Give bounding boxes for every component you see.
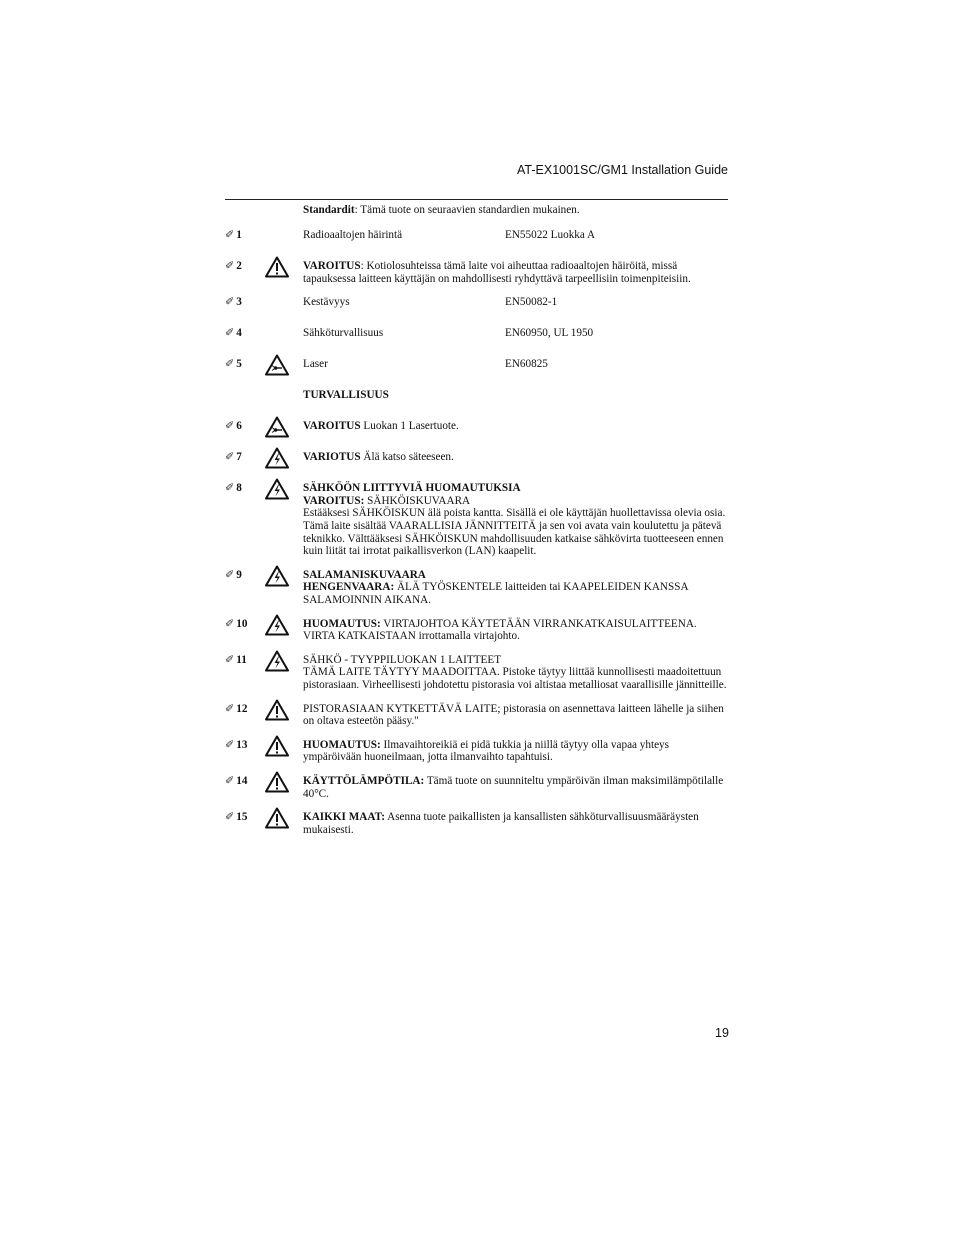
item-emphasis: VAROITUS: — [303, 494, 365, 507]
item-number — [225, 327, 265, 340]
item-number — [225, 618, 265, 631]
standards-text: : Tämä tuote on seuraavien standardien mukainen. — [354, 204, 580, 216]
item-text: Ilmavaihtoreikiä ei pidä tukkia ja niillä täytyy olla vapaa yhteys ympäröivään huoneilmaan, jotta ilmanvaihto tapahtuisi. — [303, 738, 669, 764]
pencil-marker-icon: ✐ — [225, 327, 234, 340]
item-number — [225, 654, 265, 667]
item-number-value: 7 — [236, 451, 242, 464]
item-label: Laser — [303, 358, 328, 371]
numbered-item — [225, 811, 730, 836]
item-text: Estääksesi SÄHKÖISKUN älä poista kantta. Sisällä ei ole käyttäjän huollettavissa olevia osia. Tämä laite sisältää VAARALLISIA JÄNNITTEITÄ ja sen voi avata vain koulutettu ja pätevä teknikko. Välttääksesi SÄHKÖISKUN mahdollisuuden katkaise sähkövirta tuotteeseen ennen kuin liität tai irrotat paikallisverkon (LAN) kaapelit. — [303, 507, 726, 558]
item-value: EN60950, UL 1950 — [505, 327, 594, 340]
item-emphasis: VAROITUS — [303, 260, 361, 273]
item-emphasis: KAIKKI MAAT: — [303, 811, 385, 824]
laser-icon — [265, 358, 303, 378]
item-body — [303, 327, 730, 340]
page-number: 19 — [715, 1026, 729, 1040]
item-line — [303, 666, 730, 691]
item-number-value: 15 — [236, 811, 248, 824]
item-body — [303, 260, 730, 285]
item-text: VIRTAJOHTOA KÄYTETÄÄN VIRRANKATKAISULAITTEENA. VIRTA KATKAISTAAN irrottamalla virtajohto. — [303, 617, 697, 643]
item-line — [303, 482, 730, 495]
item-text: ÄLÄ TYÖSKENTELE laitteiden tai KAAPELEIDEN KANSSA SALAMOINNIN AIKANA. — [303, 581, 688, 607]
item-number — [225, 775, 265, 788]
laser-icon — [265, 420, 303, 440]
item-number-value: 6 — [236, 420, 242, 433]
warning-icon — [265, 260, 303, 280]
numbered-item — [225, 296, 730, 316]
item-number — [225, 260, 265, 273]
section-title: TURVALLISUUS — [303, 389, 389, 402]
item-emphasis: HENGENVAARA: — [303, 581, 395, 594]
item-number-value: 14 — [236, 774, 248, 787]
item-text: Tämä tuote on suunniteltu ympäröivän ilman maksimilämpötilalle 40°C. — [303, 774, 724, 800]
item-label: Sähköturvallisuus — [303, 327, 384, 340]
warning-icon — [265, 739, 303, 759]
running-header: AT-EX1001SC/GM1 Installation Guide — [517, 163, 728, 177]
item-body — [303, 654, 730, 692]
icon-spacer — [265, 296, 303, 316]
item-value: EN50082-1 — [505, 296, 558, 309]
numbered-item — [225, 775, 730, 800]
item-number-value: 5 — [236, 358, 242, 371]
pencil-marker-icon: ✐ — [225, 653, 234, 666]
item-emphasis: VARIOTUS — [303, 451, 361, 464]
item-emphasis: SÄHKÖÖN LIITTYVIÄ HUOMAUTUKSIA — [303, 482, 521, 495]
item-body — [303, 482, 730, 558]
numbered-item — [225, 569, 730, 607]
item-line — [303, 507, 730, 557]
item-body — [303, 569, 730, 607]
pencil-marker-icon: ✐ — [225, 568, 234, 581]
icon-spacer — [265, 229, 303, 249]
pencil-marker-icon: ✐ — [225, 702, 234, 715]
pencil-marker-icon: ✐ — [225, 738, 234, 751]
document-body — [225, 204, 730, 836]
item-text: PISTORASIAAN KYTKETTÄVÄ LAITE; pistorasia on asennettava laitteen lähelle ja siihen on oltava esteetön pääsy." — [303, 702, 724, 728]
warning-icon — [265, 775, 303, 795]
item-number — [225, 451, 265, 464]
item-number — [225, 569, 265, 582]
numbered-item — [225, 703, 730, 728]
icon-spacer — [265, 389, 303, 409]
item-text: Asenna tuote paikallisten ja kansallisten sähköturvallisuusmääräysten mukaisesti. — [303, 811, 699, 836]
numbered-item — [225, 229, 730, 249]
item-value: EN60825 — [505, 358, 548, 371]
numbered-item — [225, 482, 730, 558]
icon-spacer — [265, 327, 303, 347]
item-body — [303, 775, 730, 800]
item-label: Kestävyys — [303, 296, 350, 309]
warning-icon — [265, 811, 303, 831]
pencil-marker-icon: ✐ — [225, 811, 234, 824]
item-number-value: 4 — [236, 327, 242, 340]
item-number — [225, 420, 265, 433]
item-body — [303, 296, 730, 309]
item-number — [225, 482, 265, 495]
item-emphasis: KÄYTTÖLÄMPÖTILA: — [303, 774, 425, 787]
item-text: : Kotiolosuhteissa tämä laite voi aiheuttaa radioaaltojen häiröitä, missä tapauksessa laitteen käyttäjän on mahdollisesti ryhdyttävä tarpeellisiin toimenpiteisiin. — [303, 260, 691, 285]
item-number-value: 1 — [236, 229, 242, 242]
header-rule — [225, 199, 728, 200]
warning-icon — [265, 703, 303, 723]
electrical-hazard-icon — [265, 451, 303, 471]
item-number — [225, 296, 265, 309]
pencil-marker-icon: ✐ — [225, 229, 234, 242]
numbered-item — [225, 739, 730, 764]
item-number-value: 9 — [236, 568, 242, 581]
numbered-item — [225, 420, 730, 440]
item-body — [303, 451, 730, 464]
item-body — [303, 703, 730, 728]
pencil-marker-icon: ✐ — [225, 420, 234, 433]
standards-label: Standardit — [303, 204, 355, 216]
numbered-item — [225, 327, 730, 347]
item-text: TÄMÄ LAITE TÄYTYY MAADOITTAA. Pistoke täytyy liittää kunnollisesti maadoitettuun pistorasiaan. Virheellisesti johdotettu pistorasia voi altistaa metalliosat vaarallisille jännitteille. — [303, 666, 727, 691]
item-body — [303, 420, 730, 433]
electrical-hazard-icon — [265, 482, 303, 502]
item-number-value: 10 — [236, 617, 248, 630]
item-number — [225, 811, 265, 824]
item-text: Luokan 1 Lasertuote. — [360, 420, 459, 433]
item-emphasis: HUOMAUTUS: — [303, 617, 381, 630]
item-body — [303, 739, 730, 764]
item-line — [303, 569, 730, 582]
pencil-marker-icon: ✐ — [225, 482, 234, 495]
item-number — [225, 739, 265, 752]
item-number-value: 12 — [236, 702, 248, 715]
numbered-item — [225, 358, 730, 378]
electrical-hazard-icon — [265, 618, 303, 638]
item-body — [303, 358, 730, 371]
numbered-item — [225, 451, 730, 471]
section-heading — [225, 389, 730, 409]
pencil-marker-icon: ✐ — [225, 358, 234, 371]
item-emphasis: SALAMANISKUVAARA — [303, 568, 426, 581]
item-emphasis: VAROITUS — [303, 420, 361, 433]
item-number — [225, 703, 265, 716]
electrical-hazard-icon — [265, 569, 303, 589]
item-number-value: 11 — [236, 653, 247, 666]
item-body — [303, 618, 730, 643]
item-number-value: 13 — [236, 738, 248, 751]
item-number-value: 8 — [236, 482, 242, 495]
pencil-marker-icon: ✐ — [225, 774, 234, 787]
numbered-item — [225, 618, 730, 643]
electrical-hazard-icon — [265, 654, 303, 674]
item-text: SÄHKÖISKUVAARA — [364, 494, 471, 507]
item-number — [225, 358, 265, 371]
item-label: Radioaaltojen häirintä — [303, 229, 403, 242]
standards-intro — [303, 204, 730, 217]
pencil-marker-icon: ✐ — [225, 451, 234, 464]
item-line — [303, 495, 730, 508]
item-line — [303, 654, 730, 667]
item-emphasis: HUOMAUTUS: — [303, 738, 381, 751]
item-body — [303, 811, 730, 836]
numbered-item — [225, 260, 730, 285]
item-body — [303, 229, 730, 242]
item-text: Älä katso säteeseen. — [360, 451, 454, 464]
item-number-value: 2 — [236, 260, 242, 273]
numbered-item — [225, 654, 730, 692]
item-text: SÄHKÖ - TYYPPILUOKAN 1 LAITTEET — [303, 653, 502, 666]
item-line — [303, 581, 730, 606]
pencil-marker-icon: ✐ — [225, 617, 234, 630]
item-value: EN55022 Luokka A — [505, 229, 596, 242]
pencil-marker-icon: ✐ — [225, 260, 234, 273]
item-number-value: 3 — [236, 296, 242, 309]
pencil-marker-icon: ✐ — [225, 296, 234, 309]
item-number — [225, 229, 265, 242]
